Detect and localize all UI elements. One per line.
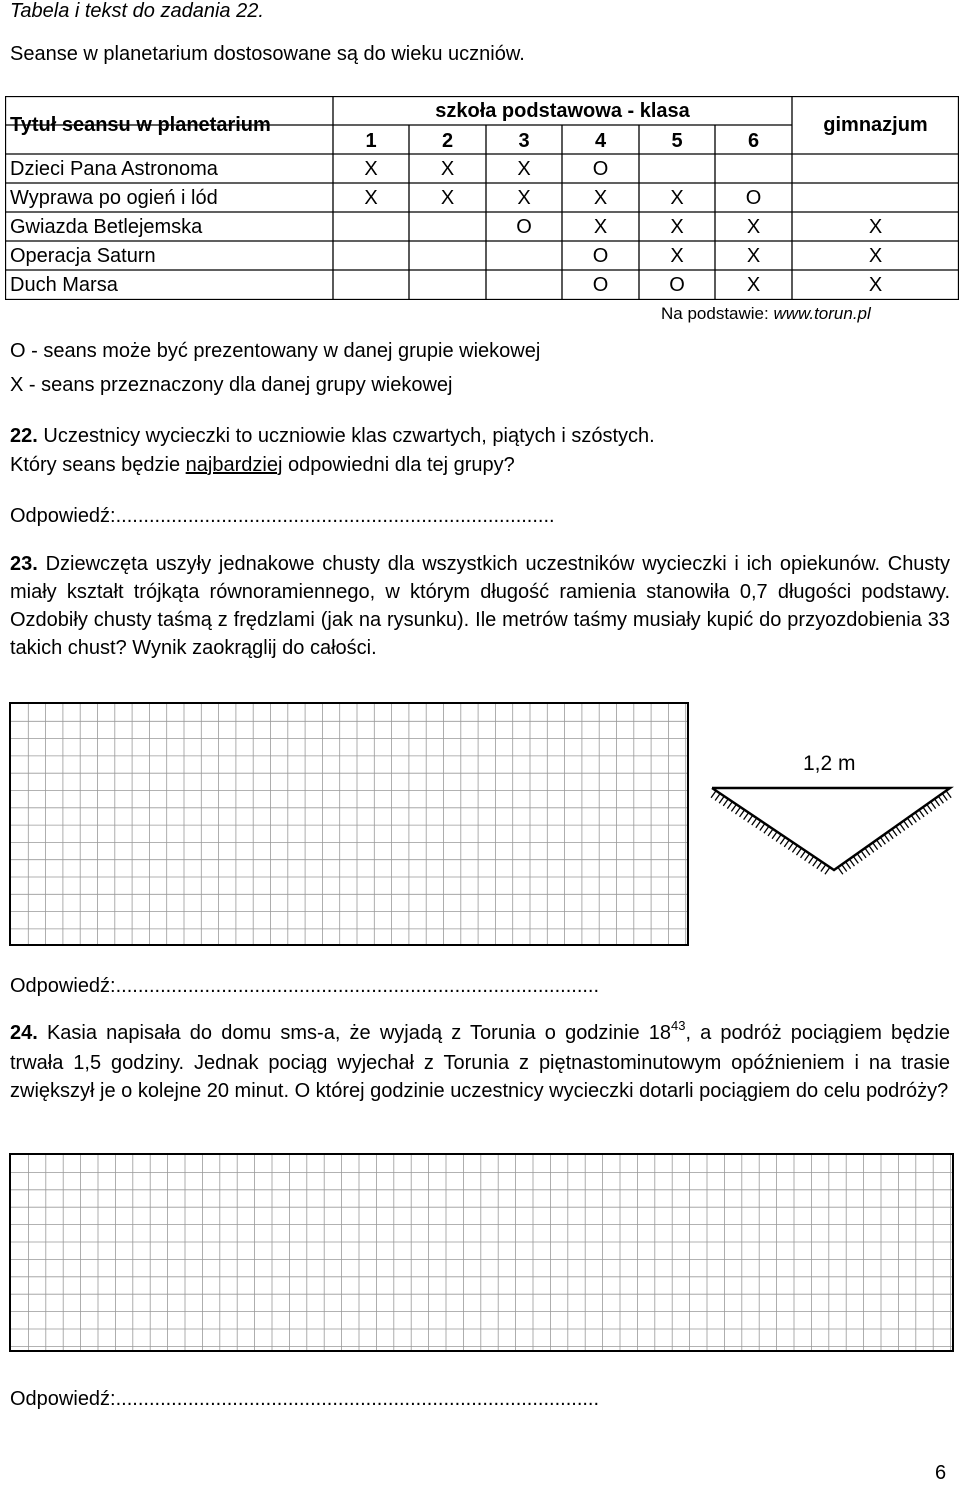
- fringe-line: [857, 854, 862, 861]
- fringe-line: [923, 807, 928, 814]
- table-cell: X: [364, 158, 378, 180]
- task24-text: [10, 1019, 950, 1105]
- table-cell: X: [868, 245, 883, 267]
- fringe-line: [884, 834, 889, 841]
- fringe-line: [877, 840, 882, 847]
- table-cell: X: [593, 216, 608, 238]
- task22-text2b: odpowiedni dla tej grupy?: [282, 454, 515, 476]
- table-cell: X: [670, 245, 684, 267]
- grade-5: 5: [671, 130, 683, 152]
- fringe-line: [861, 851, 866, 858]
- table-cell: X: [517, 158, 531, 180]
- fringe-line: [756, 821, 761, 828]
- fringe-line: [853, 856, 858, 863]
- table-cell: O: [592, 274, 609, 296]
- table-cell: X: [746, 245, 761, 267]
- fringe-line: [904, 821, 909, 828]
- fringe-line: [752, 818, 757, 825]
- fringe-line: [931, 802, 936, 809]
- task24-grid: [9, 1153, 954, 1352]
- row-title: Operacja Saturn: [10, 245, 156, 267]
- fringe-line: [735, 807, 740, 814]
- fringe-line: [817, 862, 822, 869]
- fringe-line: [919, 810, 924, 817]
- fringe-line: [768, 829, 773, 836]
- fringe-line: [946, 791, 951, 798]
- fringe-line: [873, 843, 878, 850]
- fringe-line: [869, 845, 874, 852]
- fringe-line: [907, 818, 912, 825]
- table-cell: X: [593, 187, 608, 209]
- triangle-outline: [712, 788, 950, 870]
- fringe-line: [821, 865, 826, 872]
- fringe-line: [760, 824, 765, 831]
- fringe-line: [792, 845, 797, 852]
- grid-lines: [11, 1155, 952, 1350]
- fringe-line: [776, 834, 781, 841]
- table-cell: O: [592, 245, 609, 267]
- task24-text-a: Kasia napisała do domu sms-a, że wyjadą z Torunia o godzinie 18: [46, 1022, 671, 1044]
- table-cell: O: [592, 158, 609, 180]
- row-title: Dzieci Pana Astronoma: [10, 158, 218, 180]
- task24-answer: Odpowiedź:.......................................................................................: [10, 1388, 600, 1410]
- task22-line2: [10, 454, 515, 477]
- page-number: 6: [935, 1462, 947, 1484]
- task24-sup: 43: [670, 1018, 686, 1033]
- fringe-line: [838, 867, 843, 874]
- source-note: [661, 304, 871, 324]
- task23-number: 23.: [10, 553, 38, 575]
- gym-header: gimnazjum: [823, 114, 928, 136]
- fringe-line: [764, 826, 769, 833]
- table-cell: X: [440, 158, 455, 180]
- grade-6: 6: [747, 130, 760, 152]
- fringe-line: [780, 837, 785, 844]
- source-url: www.torun.pl: [773, 304, 871, 323]
- task23-grid: [9, 702, 689, 946]
- fringe-line: [915, 813, 920, 820]
- grid-lines: [11, 704, 687, 944]
- fringe-line: [938, 796, 943, 803]
- grade-2: 2: [441, 130, 454, 152]
- task23-body: Dziewczęta uszyły jednakowe chusty dla wszystkich uczestników wycieczki i ich opiekunów. Chusty miały kształt trójkąta równoramiennego, w którym długość ramienia stanowiła 0,7 długości podstawy. Ozdobiły chusty taśmą z frędzlami (jak na rysunku). Ile metrów taśmy musiały kupić do przyozdobienia 33 takich chust? Wynik zaokrąglij do całości.: [10, 553, 950, 659]
- triangle-figure: [706, 780, 956, 880]
- legend-o: O - seans może być prezentowany w danej grupie wiekowej: [10, 340, 541, 362]
- row-title: Gwiazda Betlejemska: [10, 216, 203, 238]
- fringe-line: [849, 859, 854, 866]
- task22-text2a: Który seans będzie: [10, 454, 186, 476]
- fringe-line: [711, 791, 716, 798]
- fringe-line: [740, 810, 745, 817]
- table-cell: X: [670, 216, 684, 238]
- fringe-line: [727, 802, 732, 809]
- fringe-line: [731, 804, 736, 811]
- fringe-line: [715, 793, 720, 800]
- task22-line1: [10, 425, 655, 448]
- fringe-line: [723, 799, 728, 806]
- fringe-line: [846, 862, 851, 869]
- intro-text: Seanse w planetarium dostosowane są do wieku uczniów.: [10, 43, 525, 65]
- group-header: szkoła podstawowa - klasa: [435, 100, 690, 122]
- table-cell: X: [670, 187, 684, 209]
- fringe-line: [801, 851, 806, 858]
- table-cell: O: [669, 274, 685, 296]
- fringe-line: [896, 826, 901, 833]
- table-cell: X: [868, 274, 883, 296]
- table-cell: X: [868, 216, 883, 238]
- table-cell: O: [745, 187, 762, 209]
- fringe-line: [842, 865, 847, 872]
- grade-3: 3: [518, 130, 530, 152]
- fringe-line: [880, 837, 885, 844]
- source-prefix: Na podstawie:: [661, 304, 774, 323]
- task24-text-b: , a podróż pociągiem będzie trwała 1,5 godziny. Jednak pociąg wyjechał z Torunia z piętnastominutowym opóźnieniem i na trasie zwiększył je o kolejne 20 minut. O której godzinie uczestnicy wycieczki dotarli pociągiem do celu podróży?: [10, 1022, 950, 1102]
- fringe-line: [935, 799, 940, 806]
- page-title: Tabela i tekst do zadania 22.: [10, 0, 264, 22]
- task23-text: [10, 550, 950, 662]
- fringe-line: [784, 840, 789, 847]
- fringe-line: [719, 796, 724, 803]
- grade-4: 4: [594, 130, 607, 152]
- table-cell: X: [746, 274, 761, 296]
- fringe-line: [809, 856, 814, 863]
- task23-answer: Odpowiedź:.......................................................................................: [10, 975, 600, 997]
- table-cell: X: [440, 187, 455, 209]
- table-cell: X: [364, 187, 378, 209]
- fringe-line: [892, 829, 897, 836]
- task22-answer: Odpowiedź:...............................................................................: [10, 505, 555, 527]
- fringe-line: [788, 843, 793, 850]
- fringe-line: [865, 848, 870, 855]
- fringe-line: [744, 813, 749, 820]
- fringe-line: [805, 854, 810, 861]
- fringe-line: [796, 848, 801, 855]
- fringe-line: [888, 832, 893, 839]
- table-cell: X: [517, 187, 531, 209]
- figure-label: 1,2 m: [803, 752, 856, 775]
- task24-number: 24.: [10, 1022, 38, 1044]
- table-cell: O: [516, 216, 532, 238]
- fringe-line: [927, 804, 932, 811]
- task22-underlined: najbardziej: [185, 454, 283, 476]
- fringe-line: [772, 832, 777, 839]
- row-title: Duch Marsa: [10, 274, 118, 296]
- row-title: Wyprawa po ogień i lód: [10, 187, 218, 209]
- task22-text1: Uczestnicy wycieczki to uczniowie klas czwartych, piątych i szóstych.: [43, 425, 655, 447]
- table-cell: X: [746, 216, 761, 238]
- legend-x: X - seans przeznaczony dla danej grupy wiekowej: [10, 374, 453, 396]
- col-title-header: Tytuł seansu w planetarium: [10, 114, 271, 136]
- task22-number: 22.: [10, 425, 38, 447]
- fringe-line: [813, 859, 818, 866]
- fringe-line: [942, 793, 947, 800]
- fringe-line: [900, 824, 905, 831]
- fringe-line: [911, 815, 916, 822]
- grade-1: 1: [365, 130, 377, 152]
- fringe-line: [748, 815, 753, 822]
- sessions-table: [5, 96, 959, 300]
- fringe-line: [825, 867, 830, 874]
